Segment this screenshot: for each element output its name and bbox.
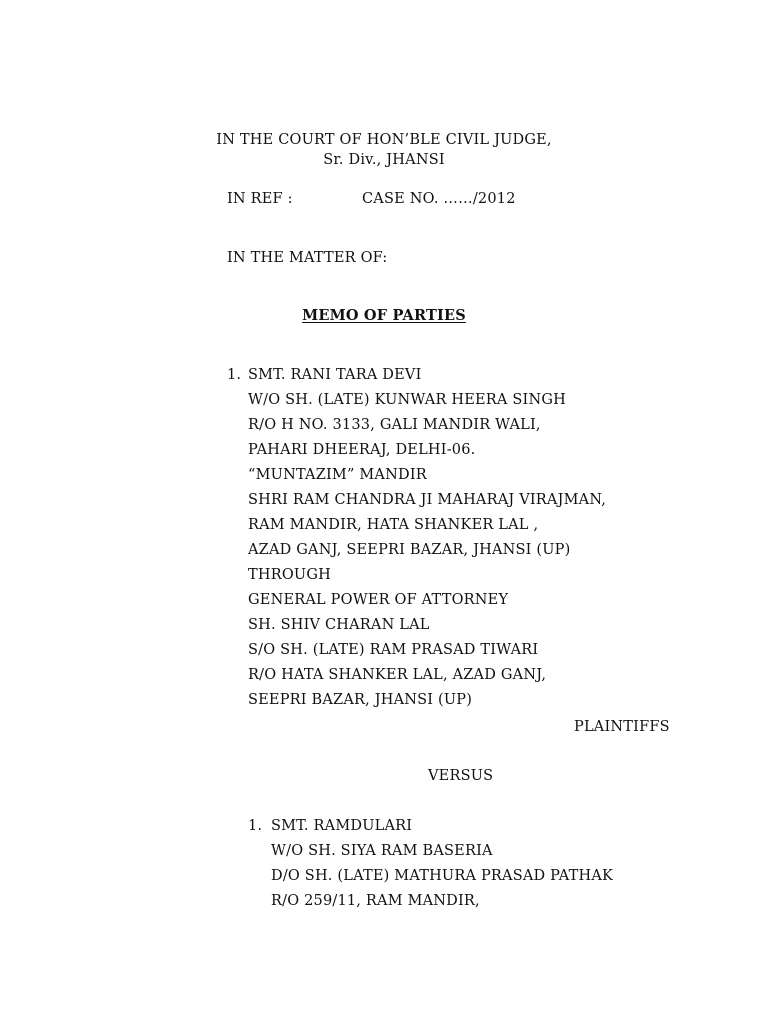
plaintiff-line: GENERAL POWER OF ATTORNEY [248,592,509,608]
plaintiff-line: R/O H NO. 3133, GALI MANDIR WALI, [248,417,541,433]
plaintiff-line: SMT. RANI TARA DEVI [248,367,422,383]
defendant-line: SMT. RAMDULARI [271,818,413,834]
defendant-line: W/O SH. SIYA RAM BASERIA [271,843,493,859]
plaintiff-line: SEEPRI BAZAR, JHANSI (UP) [248,692,473,708]
versus-label: VERSUS [428,768,494,784]
plaintiff-line: PAHARI DHEERAJ, DELHI-06. [248,442,476,458]
in-ref-label: IN REF : [227,191,293,207]
defendant-line: D/O SH. (LATE) MATHURA PRASAD PATHAK [271,868,614,884]
plaintiff-line: THROUGH [248,567,331,583]
plaintiff-line: S/O SH. (LATE) RAM PRASAD TIWARI [248,642,539,658]
plaintiff-number: 1. [227,367,242,383]
plaintiff-line: SHRI RAM CHANDRA JI MAHARAJ VIRAJMAN, [248,492,607,508]
case-number: CASE NO. ……/2012 [362,191,516,207]
defendant-number: 1. [248,818,263,834]
matter-label: IN THE MATTER OF: [227,250,388,266]
memo-title: MEMO OF PARTIES [302,307,466,324]
court-heading-line2: Sr. Div., JHANSI [323,152,445,168]
plaintiff-line: AZAD GANJ, SEEPRI BAZAR, JHANSI (UP) [248,542,571,558]
plaintiff-line: W/O SH. (LATE) KUNWAR HEERA SINGH [248,392,566,408]
plaintiff-line: SH. SHIV CHARAN LAL [248,617,430,633]
plaintiff-line: “MUNTAZIM” MANDIR [248,467,427,483]
plaintiff-line: R/O HATA SHANKER LAL, AZAD GANJ, [248,667,547,683]
plaintiff-line: RAM MANDIR, HATA SHANKER LAL , [248,517,539,533]
plaintiffs-label: PLAINTIFFS [574,719,670,735]
defendant-line: R/O 259/11, RAM MANDIR, [271,893,480,909]
court-heading-line1: IN THE COURT OF HON’BLE CIVIL JUDGE, [216,132,552,148]
